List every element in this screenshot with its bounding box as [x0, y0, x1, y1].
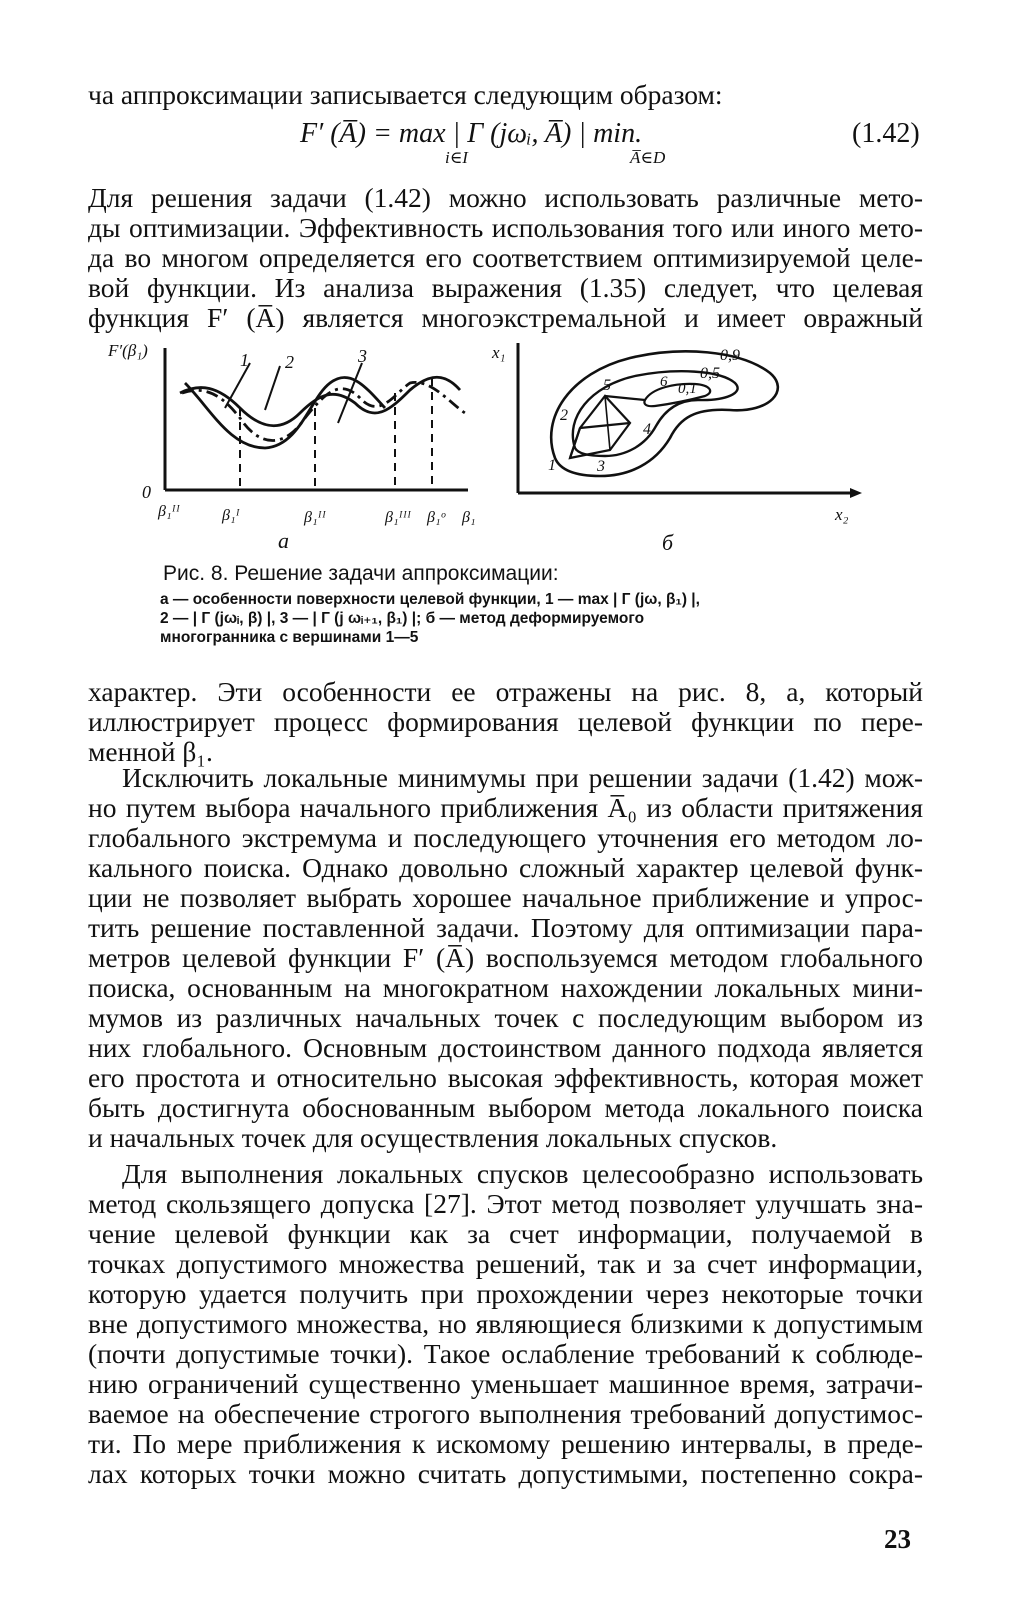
text-line: функция F′ (A̅) является многоэкстремальной и имеет овражный [88, 302, 923, 333]
text-line: вой функции. Из анализа выражения (1.35) следует, что целевая [88, 272, 923, 303]
contour-label: 0,5 [700, 365, 720, 382]
text-line: метров целевой функции F′ (A̅) воспользуемся методом глобального [88, 942, 923, 973]
text-line: да во многом определяется его соответствием оптимизируемой целе- [88, 242, 923, 273]
formula-expression: F′ (A̅) = max | Г (jωᵢ, A̅) | min. [300, 118, 643, 149]
text-line: ции не позволяет выбрать хорошее начальное приближение и упрос- [88, 882, 923, 913]
text-line: его простота и относительно высокая эффективность, которая может [88, 1062, 923, 1093]
figure-panel-b [491, 343, 862, 555]
formula-sub-max: i∈I [445, 148, 468, 167]
text-line: лах которых точки можно считать допустимыми, постепенно сокра- [88, 1458, 923, 1489]
vertex-label: 5 [603, 377, 611, 394]
left-origin: 0 [142, 482, 151, 502]
figure-caption-line: а — особенности поверхности целевой функции, 1 — max | Г (jω, β₁) |, [160, 591, 700, 608]
text-line: мумов из различных начальных точек с последующим выбором из [88, 1002, 923, 1033]
right-ylabel: x₁ [492, 343, 506, 362]
text-line: но путем выбора начального приближения A̅₀ из области притяжения [88, 792, 923, 823]
text-line: ды оптимизации. Эффективность использования того или иного мето- [88, 212, 923, 243]
text-line: менной β₁. [88, 736, 213, 767]
xtick: β₁ᴵᴵᴵ [385, 509, 412, 526]
xtick: β₁ᴵᴵ [304, 509, 326, 526]
contour-label: 0,1 [678, 381, 697, 397]
text-line: характер. Эти особенности ее отражены на рис. 8, а, который [88, 676, 923, 707]
xtick: β₁ᴵᴵ [158, 503, 180, 520]
text-line: Исключить локальные минимумы при решении задачи (1.42) мож- [122, 762, 923, 793]
curve-label-3: 3 [358, 346, 367, 366]
text-line: кального поиска. Однако довольно сложный характер целевой функ- [88, 852, 923, 883]
xtick: β₁ᴵ [222, 507, 240, 524]
curve-label-2: 2 [285, 352, 294, 372]
panel-label-b: б [662, 530, 674, 555]
text-line: точках допустимого множества решений, так и за счет информации, [88, 1248, 923, 1279]
curve-label-1: 1 [240, 350, 249, 370]
page-number: 23 [884, 1524, 911, 1554]
xtick: β₁ᵒ [427, 509, 446, 526]
figure-panel-a [107, 341, 476, 553]
left-ylabel: F′(β₁) [108, 341, 148, 360]
text-line: (почти допустимые точки). Такое ослабление требований к соблюде- [88, 1338, 923, 1369]
vertex-label: 2 [560, 407, 568, 424]
text-line: тить решение поставленной задачи. Поэтому для оптимизации пара- [88, 912, 923, 943]
xtick: β₁ [462, 509, 476, 526]
figure-8 [100, 338, 935, 568]
text-line: чение целевой функции как за счет информации, получаемой в [88, 1218, 923, 1249]
formula-sub-min: A̅∈D [630, 148, 666, 167]
text-line: иллюстрирует процесс формирования целевой функции по пере- [88, 706, 923, 737]
text-line: и начальных точек для осуществления локальных спусков. [88, 1122, 778, 1153]
text-line: них глобального. Основным достоинством данного подхода является [88, 1032, 923, 1063]
formula-1-42 [300, 118, 666, 167]
text-line: которую удается получить при прохождении через некоторые точки [88, 1278, 923, 1309]
vertex-label: 1 [548, 457, 556, 474]
text-line: быть достигнута обоснованным выбором метода локального поиска [88, 1092, 923, 1123]
vertex-label: 6 [660, 374, 668, 390]
text-line: вне допустимого множества, но являющиеся близкими к допустимым [88, 1308, 923, 1339]
text-line: Для решения задачи (1.42) можно использовать различные мето- [88, 182, 923, 213]
text-line: нию ограничений существенно уменьшает машинное время, затрачи- [88, 1368, 923, 1399]
panel-label-a: а [278, 528, 289, 553]
text-line: ваемое на обеспечение строгого выполнения требований допустимос- [88, 1398, 923, 1429]
figure-caption-title: Рис. 8. Решение задачи аппроксимации: [163, 562, 559, 585]
top-line: ча аппроксимации записывается следующим образом: [88, 79, 723, 110]
figure-caption-line: 2 — | Г (jωᵢ, β) |, 3 — | Г (j ωᵢ₊₁, β₁) |; б — метод деформируемого [160, 610, 645, 627]
text-line: поиска, основанным на многократном нахождении локальных мини- [88, 972, 923, 1003]
equation-number: (1.42) [852, 118, 920, 149]
text-line: метод скользящего допуска [27]. Этот метод позволяет улучшать зна- [88, 1188, 923, 1219]
vertex-label: 4 [643, 421, 651, 438]
text-line: глобального экстремума и последующего уточнения его методом ло- [88, 822, 923, 853]
figure-caption-line: многогранника с вершинами 1—5 [160, 629, 419, 646]
right-xlabel: x₂ [835, 505, 849, 524]
text-line: ти. По мере приближения к искомому решению интервалы, в преде- [88, 1428, 923, 1459]
contour-label: 0,9 [720, 347, 740, 364]
text-line: Для выполнения локальных спусков целесообразно использовать [122, 1158, 923, 1189]
vertex-label: 3 [597, 458, 605, 475]
